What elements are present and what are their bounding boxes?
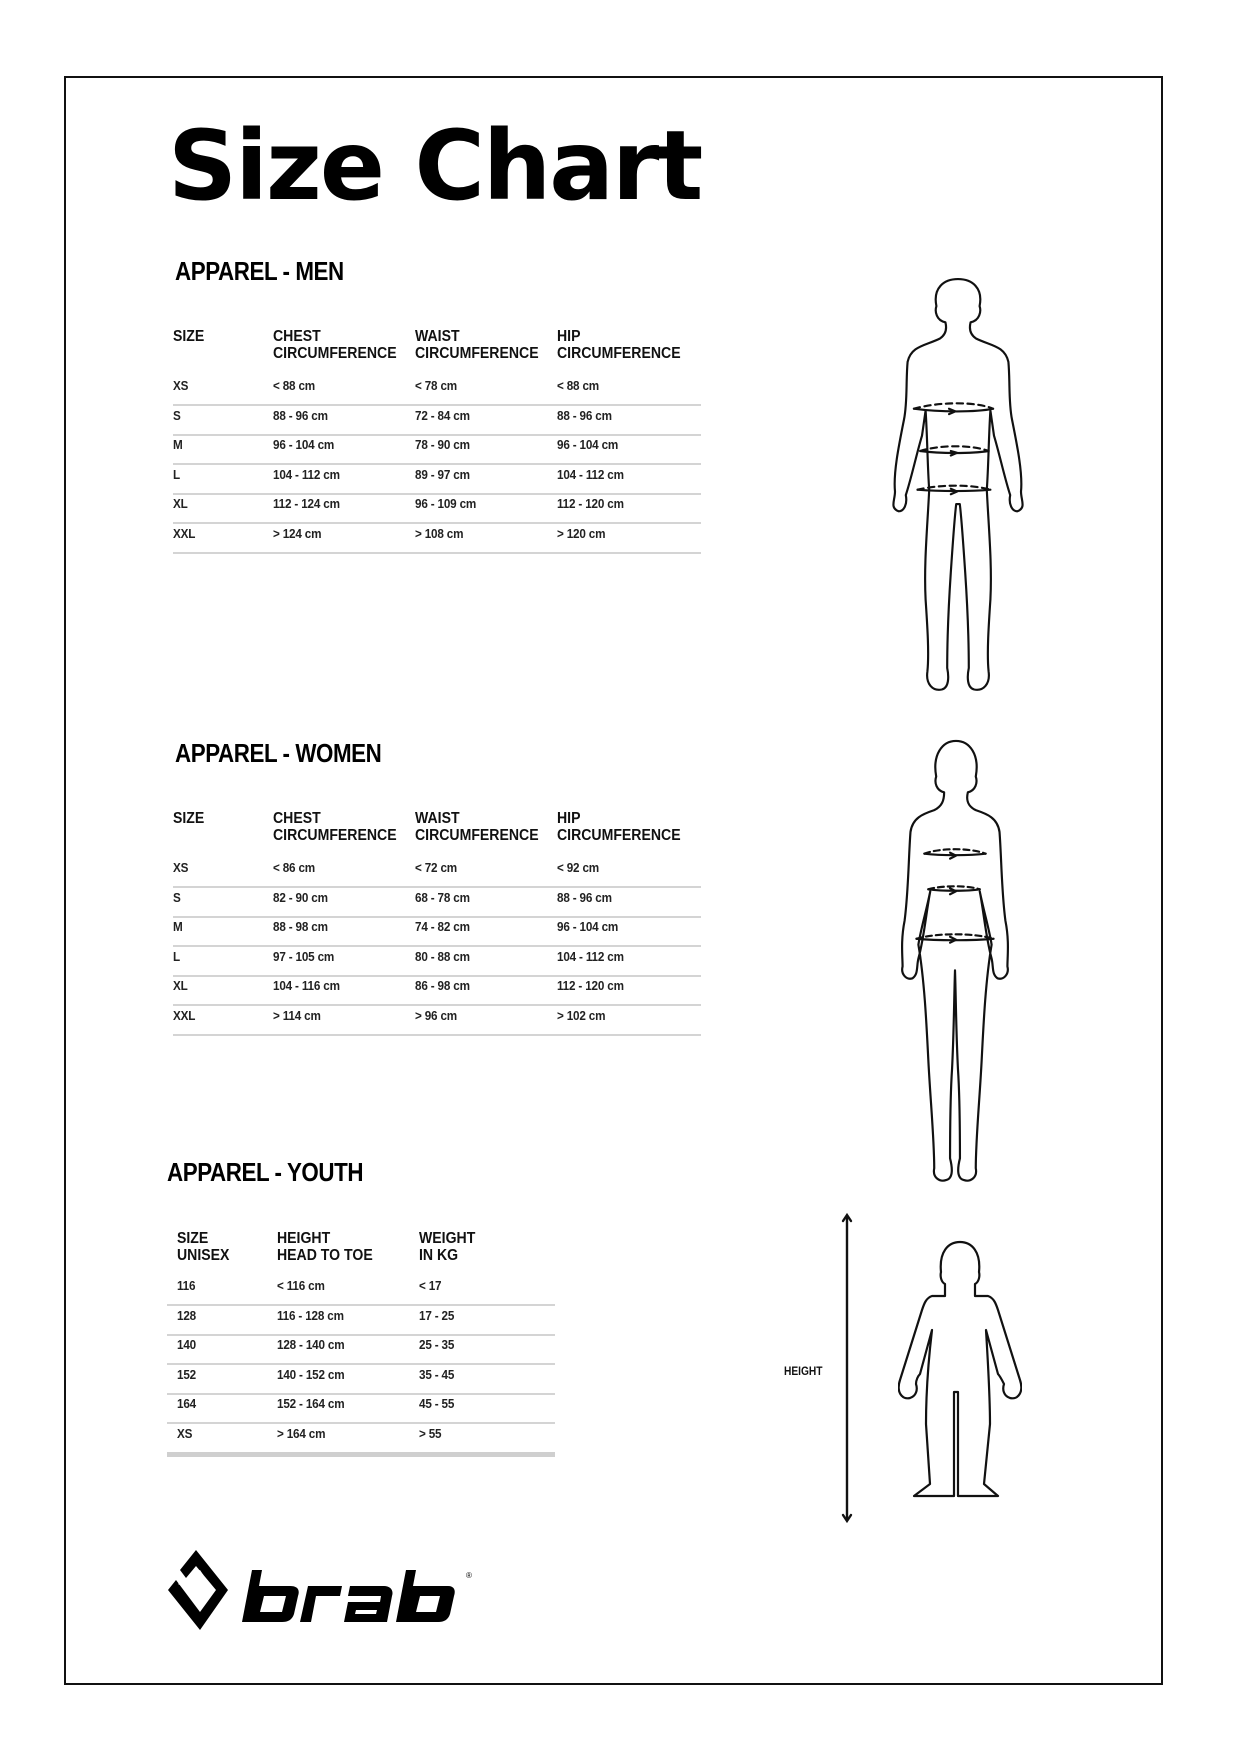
row-divider (173, 1004, 701, 1006)
table-cell: 35 - 45 (419, 1366, 455, 1382)
row-divider (173, 493, 701, 495)
women-body-figure (880, 733, 1030, 1188)
column-header-line: SIZE (173, 328, 205, 345)
row-divider (167, 1304, 555, 1306)
table-cell: 45 - 55 (419, 1396, 455, 1412)
column-header-line: HEAD TO TOE (277, 1247, 373, 1264)
table-cell: XL (173, 978, 188, 994)
table-cell: L (173, 948, 180, 964)
table-cell: 164 (177, 1396, 196, 1412)
table-cell: 88 - 96 cm (557, 889, 612, 905)
row-divider (173, 404, 701, 406)
table-cell: < 88 cm (557, 378, 600, 393)
table-cell: 112 - 120 cm (557, 978, 624, 994)
table-cell: 116 (177, 1278, 196, 1293)
column-header-line: CIRCUMFERENCE (273, 345, 397, 362)
table-cell: 104 - 112 cm (557, 466, 624, 482)
height-arrow-icon (840, 1212, 854, 1524)
table-cell: 128 (177, 1307, 196, 1323)
table-cell: 17 - 25 (419, 1307, 455, 1323)
table-cell: < 86 cm (273, 860, 316, 875)
column-header-line: CHEST (273, 328, 321, 345)
table-cell: 140 (177, 1337, 196, 1353)
table-cell: 88 - 96 cm (557, 407, 612, 423)
row-divider (173, 522, 701, 524)
brabo-logo (166, 1548, 476, 1634)
table-cell: XS (173, 378, 189, 393)
table-cell: 112 - 120 cm (557, 496, 624, 512)
registered-mark: ® (466, 1571, 472, 1580)
column-header-line: HIP (557, 328, 581, 345)
row-divider (173, 1034, 701, 1036)
table-cell: 74 - 82 cm (415, 919, 470, 935)
section-heading-women: APPAREL - WOMEN (175, 738, 382, 768)
table-cell: 80 - 88 cm (415, 948, 470, 964)
table-cell: 78 - 90 cm (415, 437, 470, 453)
row-divider (173, 945, 701, 947)
table-cell: XXL (173, 526, 196, 541)
column-header-line: CIRCUMFERENCE (557, 827, 681, 844)
table-cell: 89 - 97 cm (415, 466, 470, 482)
table-cell: > 108 cm (415, 526, 464, 541)
table-cell: 88 - 98 cm (273, 919, 328, 935)
column-header (277, 1230, 373, 1264)
column-header-line: WAIST (415, 810, 460, 827)
table-cell: 128 - 140 cm (277, 1337, 345, 1353)
row-divider (173, 916, 701, 918)
column-header (557, 328, 681, 362)
table-cell: 104 - 112 cm (273, 466, 340, 482)
table-cell: XS (177, 1426, 193, 1441)
column-header (415, 328, 539, 362)
table-cell: < 92 cm (557, 860, 600, 875)
column-header-line: UNISEX (177, 1247, 230, 1264)
table-cell: > 55 (419, 1426, 442, 1441)
table-cell: < 78 cm (415, 378, 458, 393)
section-heading-men: APPAREL - MEN (175, 256, 344, 286)
table-cell: 72 - 84 cm (415, 407, 470, 423)
table-cell: L (173, 466, 180, 482)
table-cell: 112 - 124 cm (273, 496, 340, 512)
table-cell: 82 - 90 cm (273, 889, 328, 905)
table-cell: 104 - 112 cm (557, 948, 624, 964)
table-cell: > 124 cm (273, 526, 322, 541)
section-heading-youth: APPAREL - YOUTH (167, 1157, 364, 1187)
row-divider (167, 1393, 555, 1395)
row-divider (167, 1334, 555, 1336)
table-cell: 96 - 104 cm (557, 437, 619, 453)
table-cell: 152 (177, 1366, 196, 1382)
table-cell: 68 - 78 cm (415, 889, 470, 905)
row-divider (167, 1452, 555, 1457)
table-cell: 97 - 105 cm (273, 948, 335, 964)
page-title: Size Chart (168, 110, 702, 222)
row-divider (173, 552, 701, 554)
table-cell: < 116 cm (277, 1278, 325, 1293)
table-cell: < 72 cm (415, 860, 458, 875)
table-cell: < 88 cm (273, 378, 316, 393)
table-cell: > 120 cm (557, 526, 606, 541)
column-header (415, 810, 539, 844)
column-header-line: WEIGHT (419, 1230, 476, 1247)
table-cell: > 114 cm (273, 1008, 321, 1023)
table-cell: 116 - 128 cm (277, 1307, 344, 1323)
row-divider (167, 1363, 555, 1365)
men-body-figure (868, 258, 1048, 716)
youth-body-figure (898, 1234, 1022, 1516)
table-cell: XS (173, 860, 189, 875)
column-header-line: HEIGHT (277, 1230, 331, 1247)
column-header (173, 810, 204, 827)
table-cell: S (173, 407, 181, 423)
table-cell: M (173, 437, 183, 453)
column-header (557, 810, 681, 844)
table-cell: 152 - 164 cm (277, 1396, 345, 1412)
column-header-line: CIRCUMFERENCE (557, 345, 681, 362)
table-cell: XL (173, 496, 188, 512)
column-header-line: CIRCUMFERENCE (415, 827, 539, 844)
column-header-line: CIRCUMFERENCE (415, 345, 539, 362)
table-cell: 86 - 98 cm (415, 978, 470, 994)
table-cell: S (173, 889, 181, 905)
row-divider (173, 463, 701, 465)
table-cell: 96 - 104 cm (273, 437, 335, 453)
table-cell: XXL (173, 1008, 196, 1023)
column-header (273, 328, 397, 362)
row-divider (173, 434, 701, 436)
table-cell: M (173, 919, 183, 935)
column-header-line: IN KG (419, 1247, 459, 1264)
table-cell: 104 - 116 cm (273, 978, 340, 994)
column-header-line: CHEST (273, 810, 321, 827)
table-cell: 25 - 35 (419, 1337, 455, 1353)
table-cell: 96 - 104 cm (557, 919, 619, 935)
column-header (177, 1230, 229, 1264)
table-cell: > 102 cm (557, 1008, 606, 1023)
column-header-line: SIZE (173, 810, 205, 827)
height-label: HEIGHT (784, 1364, 823, 1378)
table-cell: > 164 cm (277, 1426, 326, 1441)
column-header-line: SIZE (177, 1230, 209, 1247)
row-divider (173, 886, 701, 888)
column-header-line: WAIST (415, 328, 460, 345)
table-cell: 88 - 96 cm (273, 407, 328, 423)
table-cell: < 17 (419, 1278, 442, 1293)
table-cell: 140 - 152 cm (277, 1366, 345, 1382)
column-header-line: HIP (557, 810, 581, 827)
column-header (273, 810, 397, 844)
column-header (173, 328, 204, 345)
column-header (419, 1230, 475, 1264)
row-divider (167, 1422, 555, 1424)
table-cell: > 96 cm (415, 1008, 458, 1023)
table-cell: 96 - 109 cm (415, 496, 477, 512)
column-header-line: CIRCUMFERENCE (273, 827, 397, 844)
row-divider (173, 975, 701, 977)
